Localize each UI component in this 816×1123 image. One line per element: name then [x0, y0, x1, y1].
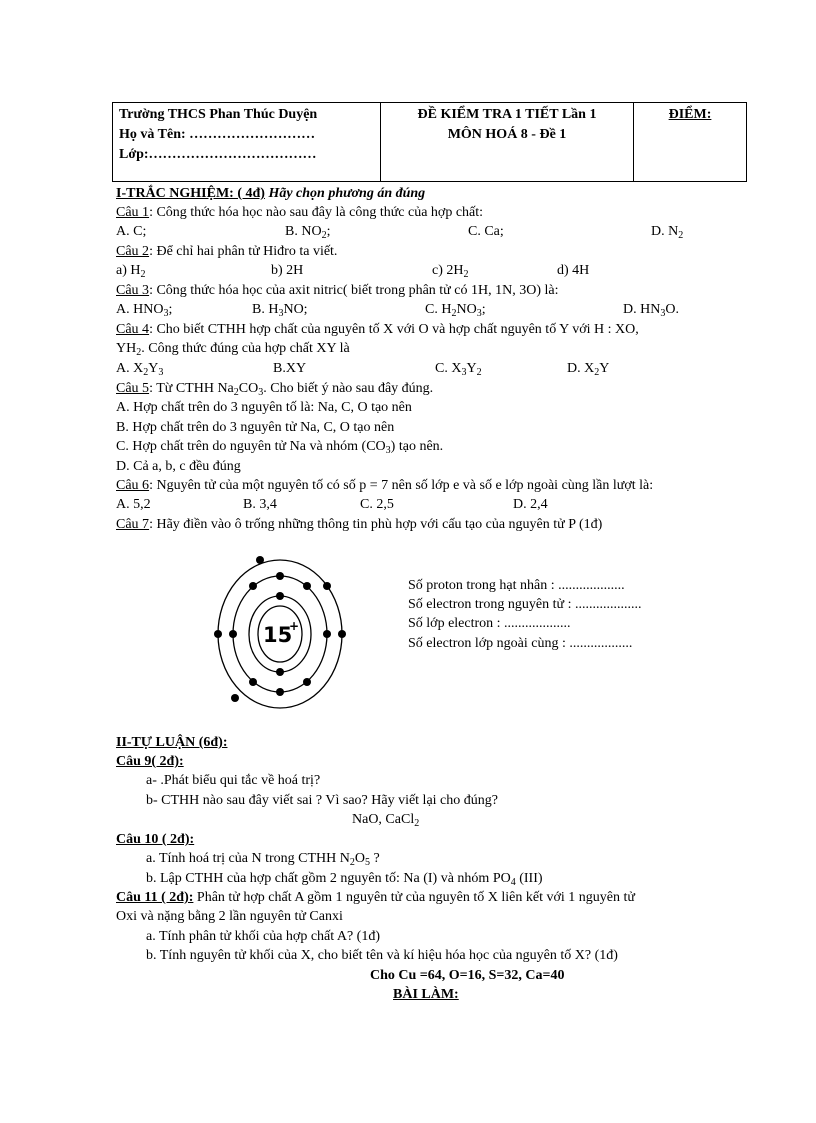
score-cell [634, 103, 747, 182]
student-info-cell [113, 103, 381, 182]
electron [338, 630, 346, 638]
electron [276, 668, 284, 676]
q10-part-b: b. Lập CTHH của hợp chất gồm 2 nguyên tố: Na (I) và nhóm $PO_4$ (III) [146, 871, 543, 888]
q3-option-b: B. $H_3NO$; [252, 302, 308, 319]
q6-option-c: C. 2,5 [360, 497, 394, 512]
exam-title: ĐỀ KIỂM TRA 1 TIẾT Lần 1 [417, 107, 597, 122]
q7-label: Câu 7 [116, 517, 150, 532]
q6-option-a: A. 5,2 [116, 497, 151, 512]
q2-option-d: d) 4H [557, 263, 590, 278]
q1-label: Câu 1 [116, 205, 150, 220]
q11-text: Phân tử hợp chất A gồm 1 nguyên tử của nguyên tố X liên kết với 1 nguyên tử [193, 890, 635, 905]
q11-part-b: b. Tính nguyên tử khối của X, cho biết tên và kí hiệu hóa học của nguyên tố X? (1đ) [146, 948, 618, 963]
electron [323, 630, 331, 638]
q10-label: Câu 10 ( 2đ): [116, 832, 195, 847]
q2-option-c: c) $2H_2$ [432, 263, 469, 280]
part2-heading: II-TỰ LUẬN (6đ): [116, 735, 228, 750]
q1-option-a: A. C; [116, 224, 147, 239]
q7-line [116, 516, 602, 534]
nucleus-charge: 15 [263, 623, 293, 647]
q5-label: Câu 5 [116, 381, 150, 396]
q4-line [116, 321, 639, 339]
part1-heading-line [116, 185, 425, 203]
q3-option-d: D. $HN_3O$. [623, 302, 679, 319]
electron [256, 556, 264, 564]
q3-option-c: C. $H_2NO_3$; [425, 302, 486, 319]
q6-option-d: D. 2,4 [513, 497, 548, 512]
q11-line [116, 889, 635, 907]
q2-label: Câu 2 [116, 244, 150, 259]
exam-subject: MÔN HOÁ 8 - Đề 1 [447, 127, 567, 142]
q6-option-b: B. 3,4 [243, 497, 277, 512]
electron [303, 678, 311, 686]
electron [323, 582, 331, 590]
q1-line [116, 204, 483, 222]
fill-outer-electron-count: Số electron lớp ngoài cùng : .................. [408, 636, 633, 651]
fill-proton-count: Số proton trong hạt nhân : ................... [408, 578, 625, 593]
q1-option-d: D. $N_2$ [651, 224, 684, 241]
q11-label: Câu 11 ( 2đ): [116, 890, 194, 905]
electron [249, 678, 257, 686]
nucleus-charge-sign: + [289, 619, 300, 633]
electron [231, 694, 239, 702]
phosphorus-atom-diagram [205, 548, 355, 720]
q9-part-b: b- CTHH nào sau đây viết sai ? Vì sao? Hãy viết lại cho đúng? [146, 793, 498, 808]
atomic-masses-given: Cho Cu =64, O=16, S=32, Ca=40 [370, 968, 565, 983]
q4-option-d: D. $X_2Y$ [567, 361, 610, 378]
q2-option-b: b) 2H [271, 263, 304, 278]
exam-title-cell [381, 103, 634, 182]
student-class-field: Lớp:……………………………… [119, 147, 317, 162]
q3-line [116, 282, 558, 300]
fill-shell-count: Số lớp electron : ................... [408, 616, 571, 631]
q2-line [116, 243, 337, 261]
electron [276, 688, 284, 696]
q9-part-a: a- .Phát biểu qui tắc về hoá trị? [146, 773, 321, 788]
q3-option-a: A. $HNO_3$; [116, 302, 173, 319]
q5-option-d: D. Cả a, b, c đều đúng [116, 459, 241, 474]
q2-text: : Để chỉ hai phân tử Hiđro ta viết. [149, 244, 338, 259]
q5-option-c: C. Hợp chất trên do nguyên tử Na và nhóm $(CO_3)$ tạo nên. [116, 439, 444, 456]
electron [303, 582, 311, 590]
q3-text: : Công thức hóa học của axit nitric( biết trong phân tử có 1H, 1N, 3O) là: [149, 283, 559, 298]
fill-electron-count: Số electron trong nguyên tử : ................... [408, 597, 642, 612]
electron [276, 572, 284, 580]
header-table [112, 102, 747, 182]
electron [249, 582, 257, 590]
q9-formulas: NaO, CaCl$_2$ [352, 812, 420, 829]
q6-line [116, 477, 653, 495]
q9-label: Câu 9( 2đ): [116, 754, 184, 769]
part1-instruction: Hãy chọn phương án đúng [268, 186, 426, 201]
answer-section-heading: BÀI LÀM: [393, 987, 459, 1002]
q1-option-b: B. $NO_2$; [285, 224, 331, 241]
q1-option-c: C. Ca; [468, 224, 504, 239]
q5-option-b: B. Hợp chất trên do 3 nguyên tử Na, C, O tạo nên [116, 420, 395, 435]
q3-label: Câu 3 [116, 283, 150, 298]
electron [229, 630, 237, 638]
q7-text: : Hãy điền vào ô trống những thông tin phù hợp với cấu tạo của nguyên tử P (1đ) [149, 517, 603, 532]
q4-option-c: C. $X_3Y_2$ [435, 361, 482, 378]
q4-label: Câu 4 [116, 322, 150, 337]
q4-text: : Cho biết CTHH hợp chất của nguyên tố X với O và hợp chất nguyên tố Y với H : XO, [149, 322, 639, 337]
electron [214, 630, 222, 638]
q4-option-b: B.XY [273, 361, 307, 376]
electron [276, 592, 284, 600]
q4-line2: $YH_2$. Công thức đúng của hợp chất XY là [116, 341, 350, 358]
part1-heading: I-TRẮC NGHIỆM: ( 4đ) [116, 186, 265, 201]
q5-line: Câu 5: Từ CTHH $Na_2CO_3$. Cho biết ý nào sau đây đúng. [116, 381, 434, 398]
q4-option-a: A. $X_2Y_3$ [116, 361, 164, 378]
q2-option-a: a) $H_2$ [116, 263, 146, 280]
score-label: ĐIỂM: [668, 107, 712, 122]
q6-text: : Nguyên tử của một nguyên tố có số p = 7 nên số lớp e và số e lớp ngoài cùng lần lượt là: [149, 478, 654, 493]
q1-text: : Công thức hóa học nào sau đây là công thức của hợp chất: [149, 205, 484, 220]
student-name-field: Họ và Tên: ……………………… [119, 127, 316, 142]
q10-part-a: a. Tính hoá trị của N trong CTHH $N_2O_5$ ? [146, 851, 380, 868]
q5-option-a: A. Hợp chất trên do 3 nguyên tố là: Na, C, O tạo nên [116, 400, 412, 415]
school-name: Trường THCS Phan Thúc Duyện [119, 107, 318, 122]
q11-part-a: a. Tính phân tử khối của hợp chất A? (1đ) [146, 929, 381, 944]
q6-label: Câu 6 [116, 478, 150, 493]
q11-line2: Oxi và nặng bằng 2 lần nguyên tử Canxi [116, 909, 343, 924]
